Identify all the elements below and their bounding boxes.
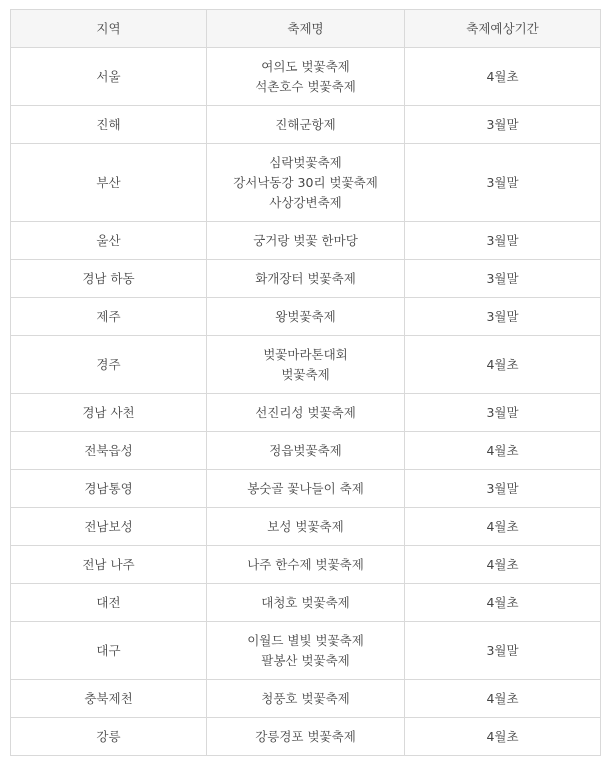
period-cell: 4월초 xyxy=(405,48,601,106)
table-row xyxy=(11,106,601,144)
festival-name-cell xyxy=(207,508,405,546)
festival-name-cell xyxy=(207,622,405,680)
table-row xyxy=(11,584,601,622)
period-cell: 3월말 xyxy=(405,394,601,432)
table-row xyxy=(11,298,601,336)
table-row xyxy=(11,260,601,298)
festival-name-cell xyxy=(207,260,405,298)
region-cell: 충북제천 xyxy=(11,680,207,718)
festival-name: 대청호 벚꽃축제 xyxy=(261,594,350,610)
header-region: 지역 xyxy=(11,10,207,48)
region-cell: 대전 xyxy=(11,584,207,622)
festival-name-cell xyxy=(207,48,405,106)
header-expected-period: 축제예상기간 xyxy=(405,10,601,48)
festival-name: 팔봉산 벚꽃축제 xyxy=(261,652,350,668)
table-row xyxy=(11,222,601,260)
festival-name: 심락벚꽃축제 xyxy=(269,154,342,170)
festival-name-cell xyxy=(207,432,405,470)
festival-name-cell xyxy=(207,336,405,394)
region-cell: 전남보성 xyxy=(11,508,207,546)
period-cell: 3월말 xyxy=(405,298,601,336)
table-row xyxy=(11,508,601,546)
table-header-row xyxy=(11,10,601,48)
period-cell: 3월말 xyxy=(405,470,601,508)
period-cell: 3월말 xyxy=(405,144,601,222)
festival-name: 진해군항제 xyxy=(275,116,336,132)
region-cell: 울산 xyxy=(11,222,207,260)
festival-name: 사상강변축제 xyxy=(269,194,342,210)
table-row xyxy=(11,48,601,106)
festival-name: 화개장터 벚꽃축제 xyxy=(255,270,356,286)
period-cell: 3월말 xyxy=(405,106,601,144)
festival-name: 봉숫골 꽃나들이 축제 xyxy=(247,480,364,496)
table-row xyxy=(11,546,601,584)
region-cell: 강릉 xyxy=(11,718,207,756)
period-cell: 4월초 xyxy=(405,680,601,718)
region-cell: 대구 xyxy=(11,622,207,680)
festival-name: 여의도 벚꽃축제 xyxy=(261,58,350,74)
festival-name: 벚꽃축제 xyxy=(281,366,330,382)
festival-name: 정읍벚꽃축제 xyxy=(269,442,342,458)
region-cell: 전북읍성 xyxy=(11,432,207,470)
festival-name-cell xyxy=(207,470,405,508)
festival-name: 궁거랑 벚꽃 한마당 xyxy=(253,232,358,248)
festival-name-cell xyxy=(207,222,405,260)
region-cell: 부산 xyxy=(11,144,207,222)
region-cell: 제주 xyxy=(11,298,207,336)
period-cell: 4월초 xyxy=(405,718,601,756)
region-cell: 경남 하동 xyxy=(11,260,207,298)
table-row xyxy=(11,144,601,222)
period-cell: 4월초 xyxy=(405,336,601,394)
festival-table xyxy=(10,9,601,756)
festival-name: 이월드 별빛 벚꽃축제 xyxy=(247,632,364,648)
table-row xyxy=(11,470,601,508)
festival-name: 강릉경포 벚꽃축제 xyxy=(255,728,356,744)
table-row xyxy=(11,718,601,756)
table-row xyxy=(11,394,601,432)
festival-name-cell xyxy=(207,298,405,336)
festival-name: 보성 벚꽃축제 xyxy=(267,518,344,534)
festival-name: 왕벚꽃축제 xyxy=(275,308,336,324)
period-cell: 4월초 xyxy=(405,546,601,584)
period-cell: 3월말 xyxy=(405,222,601,260)
festival-name: 강서낙동강 30리 벚꽃축제 xyxy=(233,174,378,190)
region-cell: 서울 xyxy=(11,48,207,106)
festival-name-cell xyxy=(207,106,405,144)
festival-name-cell xyxy=(207,144,405,222)
header-festival-name: 축제명 xyxy=(207,10,405,48)
festival-name: 청풍호 벚꽃축제 xyxy=(261,690,350,706)
period-cell: 4월초 xyxy=(405,584,601,622)
festival-name: 선진리성 벚꽃축제 xyxy=(255,404,356,420)
table-row xyxy=(11,432,601,470)
period-cell: 4월초 xyxy=(405,432,601,470)
table-row xyxy=(11,336,601,394)
region-cell: 경주 xyxy=(11,336,207,394)
region-cell: 전남 나주 xyxy=(11,546,207,584)
period-cell: 3월말 xyxy=(405,260,601,298)
festival-name-cell xyxy=(207,394,405,432)
festival-name: 석촌호수 벚꽃축제 xyxy=(255,78,356,94)
region-cell: 경남통영 xyxy=(11,470,207,508)
festival-name-cell xyxy=(207,584,405,622)
festival-name-cell xyxy=(207,546,405,584)
festival-table-container xyxy=(10,9,601,756)
table-body xyxy=(11,48,601,756)
table-row xyxy=(11,622,601,680)
region-cell: 진해 xyxy=(11,106,207,144)
festival-name-cell xyxy=(207,718,405,756)
period-cell: 3월말 xyxy=(405,622,601,680)
period-cell: 4월초 xyxy=(405,508,601,546)
festival-name: 벚꽃마라톤대회 xyxy=(263,346,348,362)
festival-name-cell xyxy=(207,680,405,718)
table-row xyxy=(11,680,601,718)
festival-name: 나주 한수제 벚꽃축제 xyxy=(247,556,364,572)
region-cell: 경남 사천 xyxy=(11,394,207,432)
